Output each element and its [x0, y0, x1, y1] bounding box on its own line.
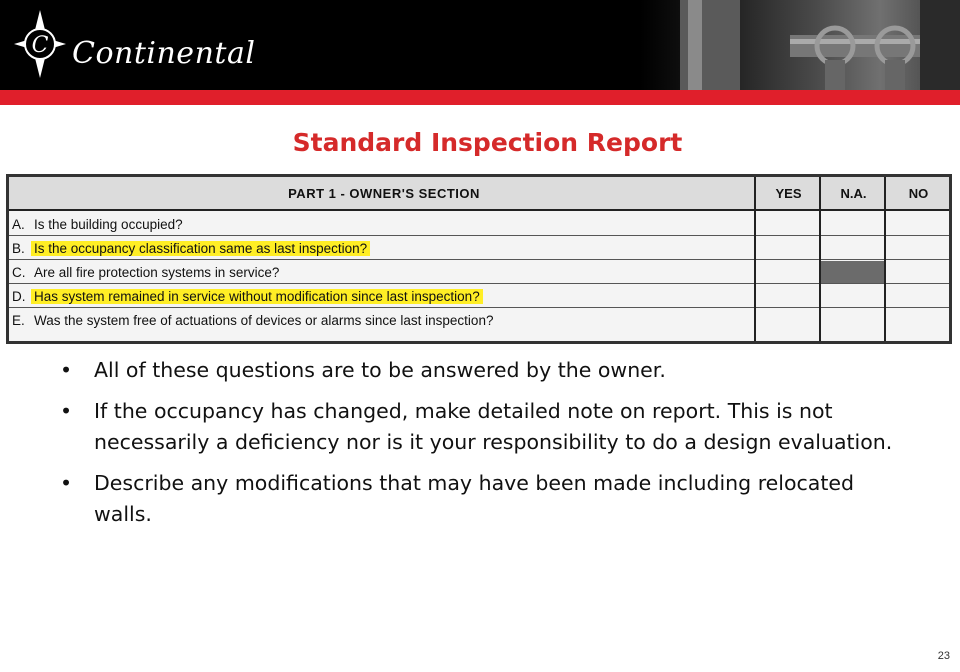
row-question-highlighted: Has system remained in service without modification since last inspection?	[31, 289, 483, 304]
bullet-icon: •	[60, 358, 73, 382]
row-letter: E.	[12, 313, 25, 328]
bullet-text: All of these questions are to be answered by the owner.	[94, 358, 666, 382]
red-accent-band	[0, 90, 960, 105]
column-divider	[754, 177, 756, 344]
row-question: Was the system free of actuations of devices or alarms since last inspection?	[34, 313, 494, 328]
bullet-text: If the occupancy has changed, make detailed note on report. This is not necessarily a deficiency nor is it your responsibility to do a design evaluation.	[94, 399, 893, 454]
row-letter: D.	[12, 289, 26, 304]
brand-name: Continental	[72, 36, 256, 71]
page-number: 23	[937, 650, 950, 662]
bullet-item	[60, 355, 900, 386]
column-na: N.A.	[840, 186, 867, 201]
row-question: Is the building occupied?	[34, 217, 183, 232]
column-no: NO	[908, 186, 929, 201]
row-letter: C.	[12, 265, 26, 280]
form-header-row	[9, 177, 949, 211]
bullet-item	[60, 468, 900, 530]
bullet-list	[60, 355, 900, 540]
column-divider	[884, 177, 886, 344]
form-row-d	[9, 285, 949, 308]
bullet-icon: •	[60, 399, 73, 423]
row-letter: A.	[12, 217, 25, 232]
form-section-title: PART 1 - OWNER'S SECTION	[288, 186, 480, 201]
svg-text:C: C	[31, 33, 49, 58]
compass-logo-icon	[12, 8, 68, 80]
bullet-text: Describe any modifications that may have been made including relocated walls.	[94, 471, 855, 526]
page-title: Standard Inspection Report	[292, 128, 683, 157]
inspection-form-image	[6, 174, 952, 344]
form-row-c	[9, 261, 949, 284]
column-yes: YES	[775, 186, 802, 201]
bullet-item	[60, 396, 900, 458]
form-row-b	[9, 237, 949, 260]
bullet-icon: •	[60, 471, 73, 495]
pipe-valves-image	[640, 0, 960, 90]
form-row-e	[9, 309, 949, 332]
header-photo	[640, 0, 960, 90]
company-logo	[12, 8, 256, 82]
header-band	[0, 0, 960, 90]
row-question-highlighted: Is the occupancy classification same as last inspection?	[31, 241, 370, 256]
column-divider	[819, 177, 821, 344]
na-shaded-cell	[819, 261, 884, 283]
row-question: Are all fire protection systems in service?	[34, 265, 280, 280]
row-letter: B.	[12, 241, 25, 256]
form-row-a	[9, 213, 949, 236]
